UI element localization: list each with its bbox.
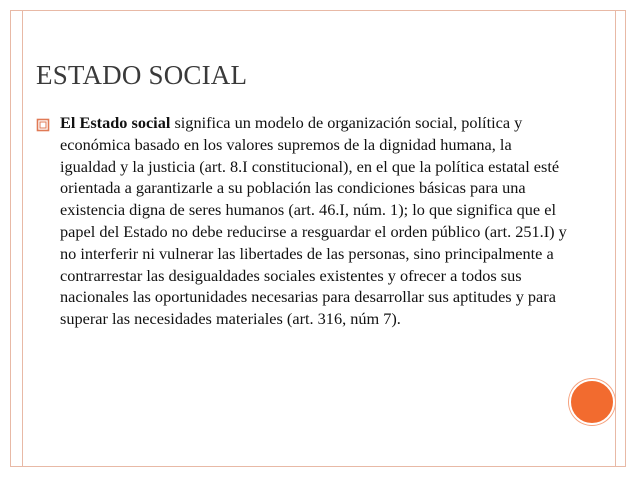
bullet-lead: El Estado social	[60, 113, 171, 132]
slide-title: ESTADO SOCIAL	[36, 60, 248, 90]
bullet-body: significa un modelo de organización social, política y económica basado en los valores supremos de la dignidad humana, la igualdad y la justicia (art. 8.I constitucional), en el que la política estatal esté orientada a garantizarle a su población las condiciones básicas para una existencia digna de seres humanos (art. 46.I, núm. 1); lo que significa que el papel del Estado no debe reducirse a resguardar el orden público (art. 251.I) y no interferir ni vulnerar las libertades de las personas, sino principalmente a contrarrestar las desigualdades sociales existentes y ofrecer a todos sus nacionales las oportunidades necesarias para desarrollar sus aptitudes y para superar las necesidades materiales (art. 316, núm 7).	[60, 113, 567, 329]
frame-right-rule	[615, 10, 616, 467]
bullet-text	[60, 112, 570, 330]
hollow-square-bullet-icon	[36, 118, 50, 132]
accent-circle	[569, 379, 615, 425]
frame-left-rule	[22, 10, 23, 467]
